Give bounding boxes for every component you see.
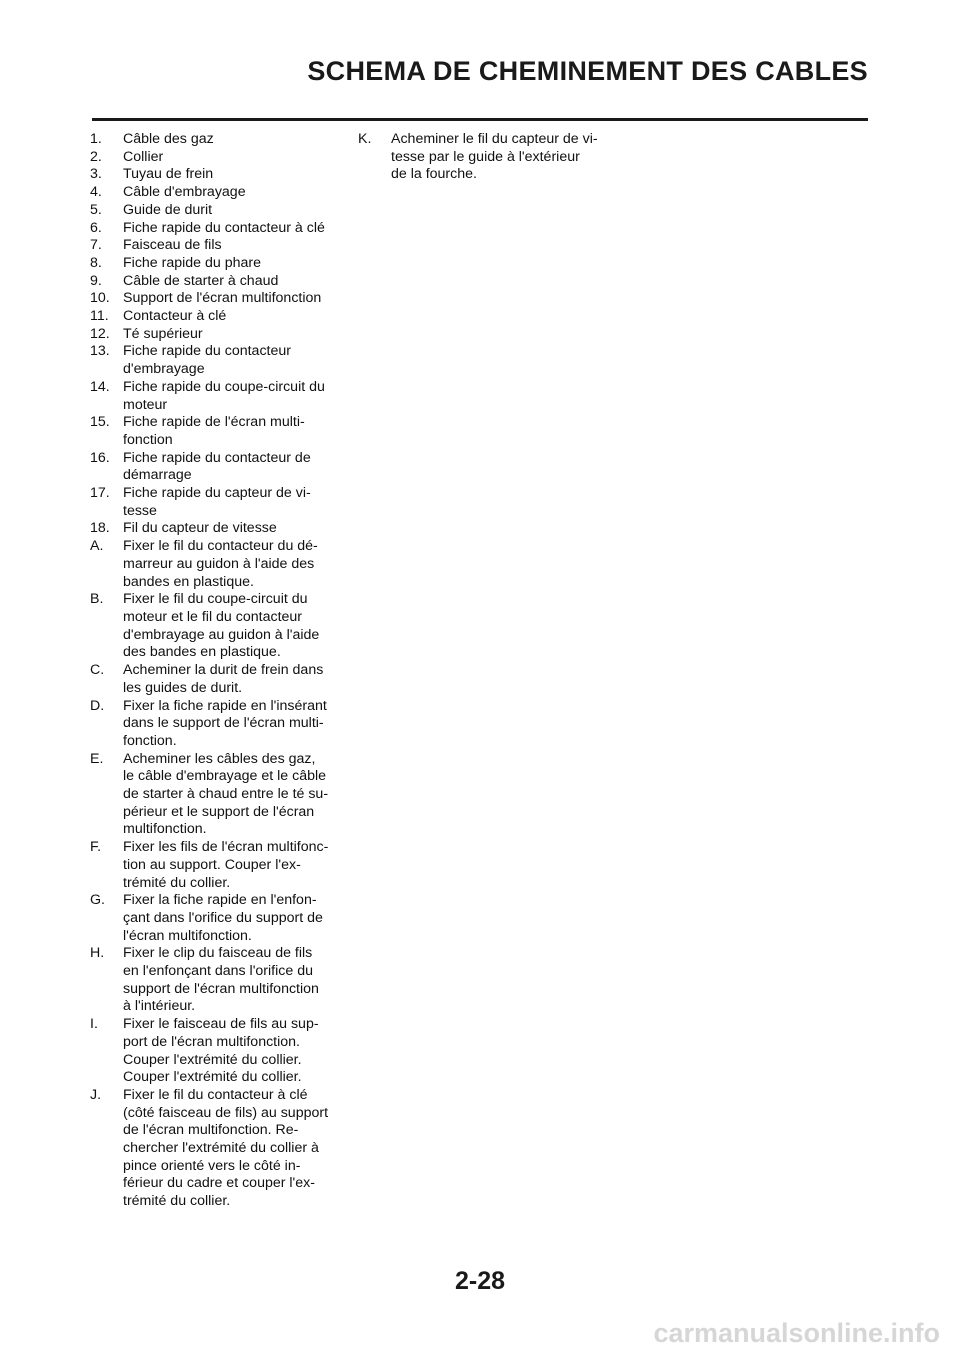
legend-item-text xyxy=(123,220,340,238)
legend-item xyxy=(90,1087,340,1211)
legend-item-line: support de l'écran multifonction xyxy=(123,980,319,997)
legend-item-line: Support de l'écran multifonction xyxy=(123,290,322,307)
legend-item-text xyxy=(391,131,613,184)
legend-item-text xyxy=(123,538,340,591)
legend-item-text xyxy=(123,520,340,538)
legend-item xyxy=(90,273,340,291)
legend-item xyxy=(90,166,340,184)
legend-item-line: d'embrayage au guidon à l'aide xyxy=(123,626,320,643)
legend-item-line: Fixer le fil du contacteur à clé xyxy=(123,1086,308,1103)
page-number: 2-28 xyxy=(454,1267,506,1295)
legend-item-line: Fiche rapide du capteur de vi- xyxy=(123,485,311,502)
legend-item-text xyxy=(123,379,340,414)
header-divider xyxy=(92,118,868,121)
legend-item-number: 2. xyxy=(90,148,102,165)
legend-item-line: Couper l'extrémité du collier. xyxy=(123,1051,302,1068)
legend-item-line: fonction. xyxy=(123,732,177,749)
legend-item-text xyxy=(123,751,340,840)
legend-item-line: démarrage xyxy=(123,467,192,484)
legend-item-line: Fiche rapide du contacteur de xyxy=(123,449,311,466)
legend-item-line: d'embrayage xyxy=(123,361,205,378)
legend-item xyxy=(90,379,340,414)
legend-item-text xyxy=(123,343,340,378)
legend-item xyxy=(90,945,340,1016)
legend-item-line: fonction xyxy=(123,431,173,448)
legend-item-number: 1. xyxy=(90,131,102,147)
legend-item-line: tion au support. Couper l'ex- xyxy=(123,856,301,873)
legend-item-line: férieur du cadre et couper l'ex- xyxy=(123,1175,315,1192)
legend-column-left xyxy=(90,131,340,1211)
legend-item xyxy=(90,538,340,591)
legend-item-text xyxy=(123,308,340,326)
legend-item-number: K. xyxy=(358,131,372,147)
legend-item-line: Fixer le faisceau de fils au sup- xyxy=(123,1016,319,1033)
legend-item-number: 14. xyxy=(90,378,110,395)
legend-item-line: Fiche rapide du contacteur xyxy=(123,343,291,360)
legend-item-number: 18. xyxy=(90,520,110,537)
legend-item-line: (côté faisceau de fils) au support xyxy=(123,1104,329,1121)
legend-item-line: de la fourche. xyxy=(391,166,477,183)
legend-item-line: Fiche rapide du coupe-circuit du xyxy=(123,378,325,395)
legend-item-line: Tuyau de frein xyxy=(123,166,214,183)
legend-item-text xyxy=(123,591,340,662)
legend-item-line: Acheminer les câbles des gaz, xyxy=(123,750,316,767)
legend-item xyxy=(90,892,340,945)
legend-item-line: Câble de starter à chaud xyxy=(123,272,279,289)
legend-item-line: Acheminer le fil du capteur de vi- xyxy=(391,131,598,147)
legend-item-line: Fiche rapide du phare xyxy=(123,254,262,271)
legend-item-number: 5. xyxy=(90,201,102,218)
legend-item-line: les guides de durit. xyxy=(123,679,243,696)
legend-item-number: F. xyxy=(90,839,102,856)
legend-item-line: à l'intérieur. xyxy=(123,998,196,1015)
legend-item-line: Contacteur à clé xyxy=(123,308,227,325)
lettered-legend-list xyxy=(358,131,613,184)
page-title: SCHEMA DE CHEMINEMENT DES CABLES xyxy=(307,56,868,86)
legend-item-number: 13. xyxy=(90,343,110,360)
legend-item-text xyxy=(123,202,340,220)
legend-item xyxy=(358,131,613,184)
legend-item xyxy=(90,414,340,449)
lettered-legend-list xyxy=(90,538,340,1211)
legend-item xyxy=(90,237,340,255)
legend-item xyxy=(90,591,340,662)
legend-item xyxy=(90,290,340,308)
legend-item-line: en l'enfonçant dans l'orifice du xyxy=(123,963,313,980)
legend-item xyxy=(90,839,340,892)
legend-item-line: Fil du capteur de vitesse xyxy=(123,520,277,537)
legend-item-text xyxy=(123,131,340,149)
legend-item-line: Fixer le clip du faisceau de fils xyxy=(123,945,313,962)
legend-item-line: périeur et le support de l'écran xyxy=(123,803,315,820)
legend-item-line: Té supérieur xyxy=(123,325,203,342)
legend-item-line: Collier xyxy=(123,148,164,165)
legend-item-line: Fixer la fiche rapide en l'insérant xyxy=(123,697,327,714)
legend-item-text xyxy=(123,326,340,344)
legend-item-text xyxy=(123,149,340,167)
legend-item-number: H. xyxy=(90,945,105,962)
legend-item xyxy=(90,326,340,344)
watermark: carmanualsonline.info xyxy=(653,1318,940,1348)
legend-column-right xyxy=(358,131,613,184)
legend-item-number: 4. xyxy=(90,184,102,201)
legend-item xyxy=(90,220,340,238)
legend-item-number: 12. xyxy=(90,325,110,342)
legend-item-number: 6. xyxy=(90,219,102,236)
legend-item-line: Fixer les fils de l'écran multifonc- xyxy=(123,839,329,856)
legend-item xyxy=(90,662,340,697)
legend-item-number: 3. xyxy=(90,166,102,183)
legend-item-line: Acheminer la durit de frein dans xyxy=(123,662,324,679)
legend-item-text xyxy=(123,184,340,202)
legend-item-text xyxy=(123,166,340,184)
legend-item-line: de starter à chaud entre le té su- xyxy=(123,786,329,803)
legend-item-text xyxy=(123,237,340,255)
legend-item-number: 16. xyxy=(90,449,110,466)
legend-item-line: Fiche rapide du contacteur à clé xyxy=(123,219,325,236)
legend-item-number: 15. xyxy=(90,414,110,431)
legend-item xyxy=(90,698,340,751)
legend-item xyxy=(90,149,340,167)
legend-item-line: bandes en plastique. xyxy=(123,573,254,590)
legend-item-text xyxy=(123,698,340,751)
legend-item-line: tesse par le guide à l'extérieur xyxy=(391,148,580,165)
legend-item-text xyxy=(123,1087,340,1211)
legend-item-number: I. xyxy=(90,1016,98,1033)
legend-item-line: des bandes en plastique. xyxy=(123,644,281,661)
legend-item xyxy=(90,131,340,149)
legend-item xyxy=(90,255,340,273)
legend-item-line: dans le support de l'écran multi- xyxy=(123,715,324,732)
legend-item-number: B. xyxy=(90,591,104,608)
legend-item-text xyxy=(123,1016,340,1087)
legend-item-number: A. xyxy=(90,538,104,555)
legend-item-number: 7. xyxy=(90,237,102,254)
legend-item-number: 10. xyxy=(90,290,110,307)
legend-item-text xyxy=(123,273,340,291)
legend-item-line: chercher l'extrémité du collier à xyxy=(123,1140,319,1157)
legend-item-line: Fixer le fil du coupe-circuit du xyxy=(123,591,308,608)
legend-item-line: Fixer la fiche rapide en l'enfon- xyxy=(123,892,317,909)
legend-item xyxy=(90,308,340,326)
legend-item-line: moteur xyxy=(123,396,168,413)
legend-item-number: 9. xyxy=(90,272,102,289)
legend-item-number: D. xyxy=(90,697,105,714)
legend-item-line: çant dans l'orifice du support de xyxy=(123,909,323,926)
legend-item-line: Couper l'extrémité du collier. xyxy=(123,1069,302,1086)
legend-item-line: Câble d'embrayage xyxy=(123,184,246,201)
legend-item xyxy=(90,202,340,220)
legend-item-line: pince orienté vers le côté in- xyxy=(123,1157,301,1174)
legend-item xyxy=(90,450,340,485)
legend-item-line: marreur au guidon à l'aide des xyxy=(123,555,315,572)
legend-item-line: tesse xyxy=(123,502,157,519)
legend-item xyxy=(90,751,340,840)
numbered-legend-list xyxy=(90,131,340,538)
legend-item-text xyxy=(123,945,340,1016)
legend-item-number: 8. xyxy=(90,254,102,271)
legend-item-text xyxy=(123,892,340,945)
legend-item-number: G. xyxy=(90,892,105,909)
legend-item xyxy=(90,343,340,378)
legend-item-line: Guide de durit xyxy=(123,201,213,218)
legend-item-line: trémité du collier. xyxy=(123,1193,231,1210)
legend-item-text xyxy=(123,414,340,449)
legend-item-number: E. xyxy=(90,750,104,767)
legend-item-number: J. xyxy=(90,1086,102,1103)
legend-item-number: 11. xyxy=(90,308,109,325)
legend-item-number: 17. xyxy=(90,485,110,502)
legend-item-text xyxy=(123,485,340,520)
legend-item-text xyxy=(123,255,340,273)
legend-item xyxy=(90,1016,340,1087)
legend-item xyxy=(90,485,340,520)
legend-item-line: de l'écran multifonction. Re- xyxy=(123,1122,299,1139)
legend-item-number: C. xyxy=(90,662,105,679)
legend-item-line: Fixer le fil du contacteur du dé- xyxy=(123,538,318,555)
legend-item xyxy=(90,520,340,538)
legend-item-line: port de l'écran multifonction. xyxy=(123,1033,300,1050)
legend-item-line: multifonction. xyxy=(123,821,207,838)
legend-item-line: moteur et le fil du contacteur xyxy=(123,608,303,625)
legend-item-line: Faisceau de fils xyxy=(123,237,222,254)
legend-item xyxy=(90,184,340,202)
legend-item-line: Fiche rapide de l'écran multi- xyxy=(123,414,305,431)
legend-item-text xyxy=(123,450,340,485)
legend-item-line: Câble des gaz xyxy=(123,131,214,147)
legend-item-line: trémité du collier. xyxy=(123,874,231,891)
legend-item-text xyxy=(123,839,340,892)
legend-item-line: le câble d'embrayage et le câble xyxy=(123,768,327,785)
legend-item-text xyxy=(123,290,340,308)
legend-item-text xyxy=(123,662,340,697)
legend-item-line: l'écran multifonction. xyxy=(123,927,252,944)
